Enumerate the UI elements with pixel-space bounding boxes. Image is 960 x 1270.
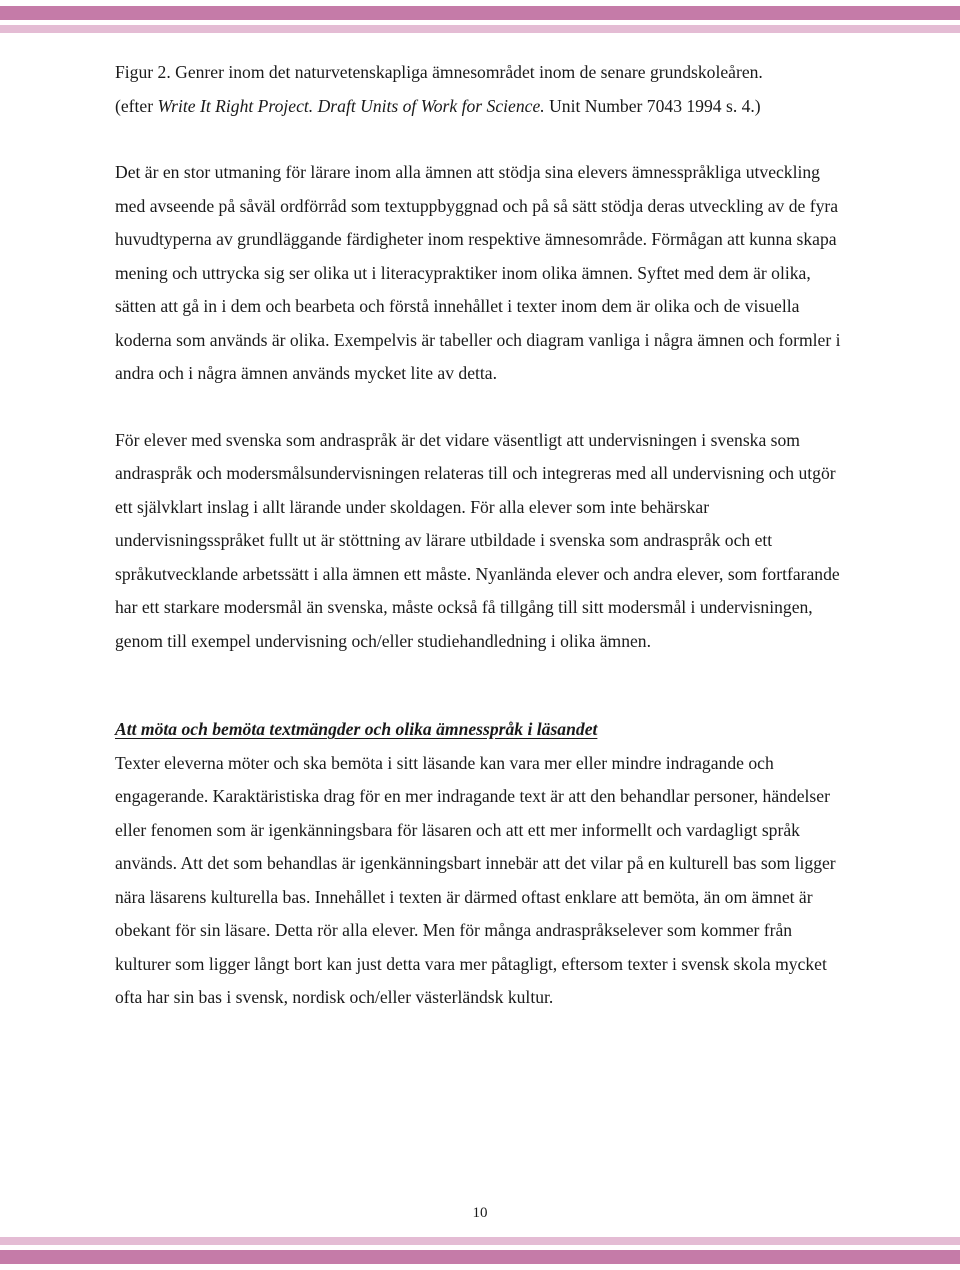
paragraph-3: Texter eleverna möter och ska bemöta i sitt läsande kan vara mer eller mindre indragande och engagerande. Karaktäristiska drag för en mer indragande text är att den behandlar personer, händelser eller fenomen som är igenkänningsbara för läsaren och att ett mer informellt och vardagligt språk används. Att det som behandlas är igenkänningsbart innebär att det vilar på en kulturell bas som ligger nära läsarens kulturella bas. Innehållet i texten är därmed oftast enklare att bemöta, än om ämnet är obekant för sin läsare. Detta rör alla elever. Men för många andraspråkselever som kommer från kulturer som ligger långt bort kan just detta vara mer påtagligt, eftersom texter i svensk skola mycket ofta har sin bas i svensk, nordisk och/eller västerländsk kultur.: [115, 752, 836, 1007]
top-decorative-bar: [0, 6, 960, 20]
page-content: [115, 56, 845, 1015]
paragraph-2: För elever med svenska som andraspråk är det vidare väsentligt att undervisningen i svenska som andraspråk och modersmålsundervisningen relateras till och integreras med all undervisning och utgör ett självklart inslag i allt lärande under skoldagen. För alla elever som inte behärskar undervisningsspråket fullt ut är stöttning av lärare utbildade i svenska som andraspråk och ett språkutvecklande arbetssätt i alla ämnen ett måste. Nyanlända elever och andra elever, som fortfarande har ett starkare modersmål än svenska, måste också få tillgång till sitt modersmål i undervisningen, genom till exempel undervisning och/eller studiehandledning i olika ämnen.: [115, 429, 840, 651]
page-number: 10: [472, 1205, 488, 1221]
top-decorative-bar-light: [0, 25, 960, 33]
caption-prefix: (efter: [115, 95, 158, 116]
paragraph-1: Det är en stor utmaning för lärare inom alla ämnen att stödja sina elevers ämnesspråkliga utveckling med avseende på såväl ordförråd som textuppbyggnad och på så sätt stödja deras utveckling av de fyra huvudtyperna av grundläggande färdigheter inom respektive ämnesområde. Förmågan att kunna skapa mening och uttrycka sig ser olika ut i literacypraktiker inom olika ämnen. Syftet med dem är olika, sätten att gå in i dem och bearbeta och förstå innehållet i texter inom dem är olika och de visuella koderna som används är olika. Exempelvis är tabeller och diagram vanliga i några ämnen och formler i andra och i några ämnen används mycket lite av detta.: [115, 162, 841, 383]
bottom-decorative-bar: [0, 1250, 960, 1264]
caption-line-1: Figur 2. Genrer inom det naturvetenskapliga ämnesområdet inom de senare grundskoleåren.: [115, 62, 763, 82]
figure-caption: [115, 56, 845, 123]
caption-suffix: Unit Number 7043 1994 s. 4.): [544, 95, 761, 116]
section-heading: Att möta och bemöta textmängder och olika ämnesspråk i läsandet: [115, 719, 598, 739]
caption-source: Write It Right Project. Draft Units of Work for Science.: [157, 95, 545, 116]
bottom-decorative-bar-light: [0, 1237, 960, 1245]
